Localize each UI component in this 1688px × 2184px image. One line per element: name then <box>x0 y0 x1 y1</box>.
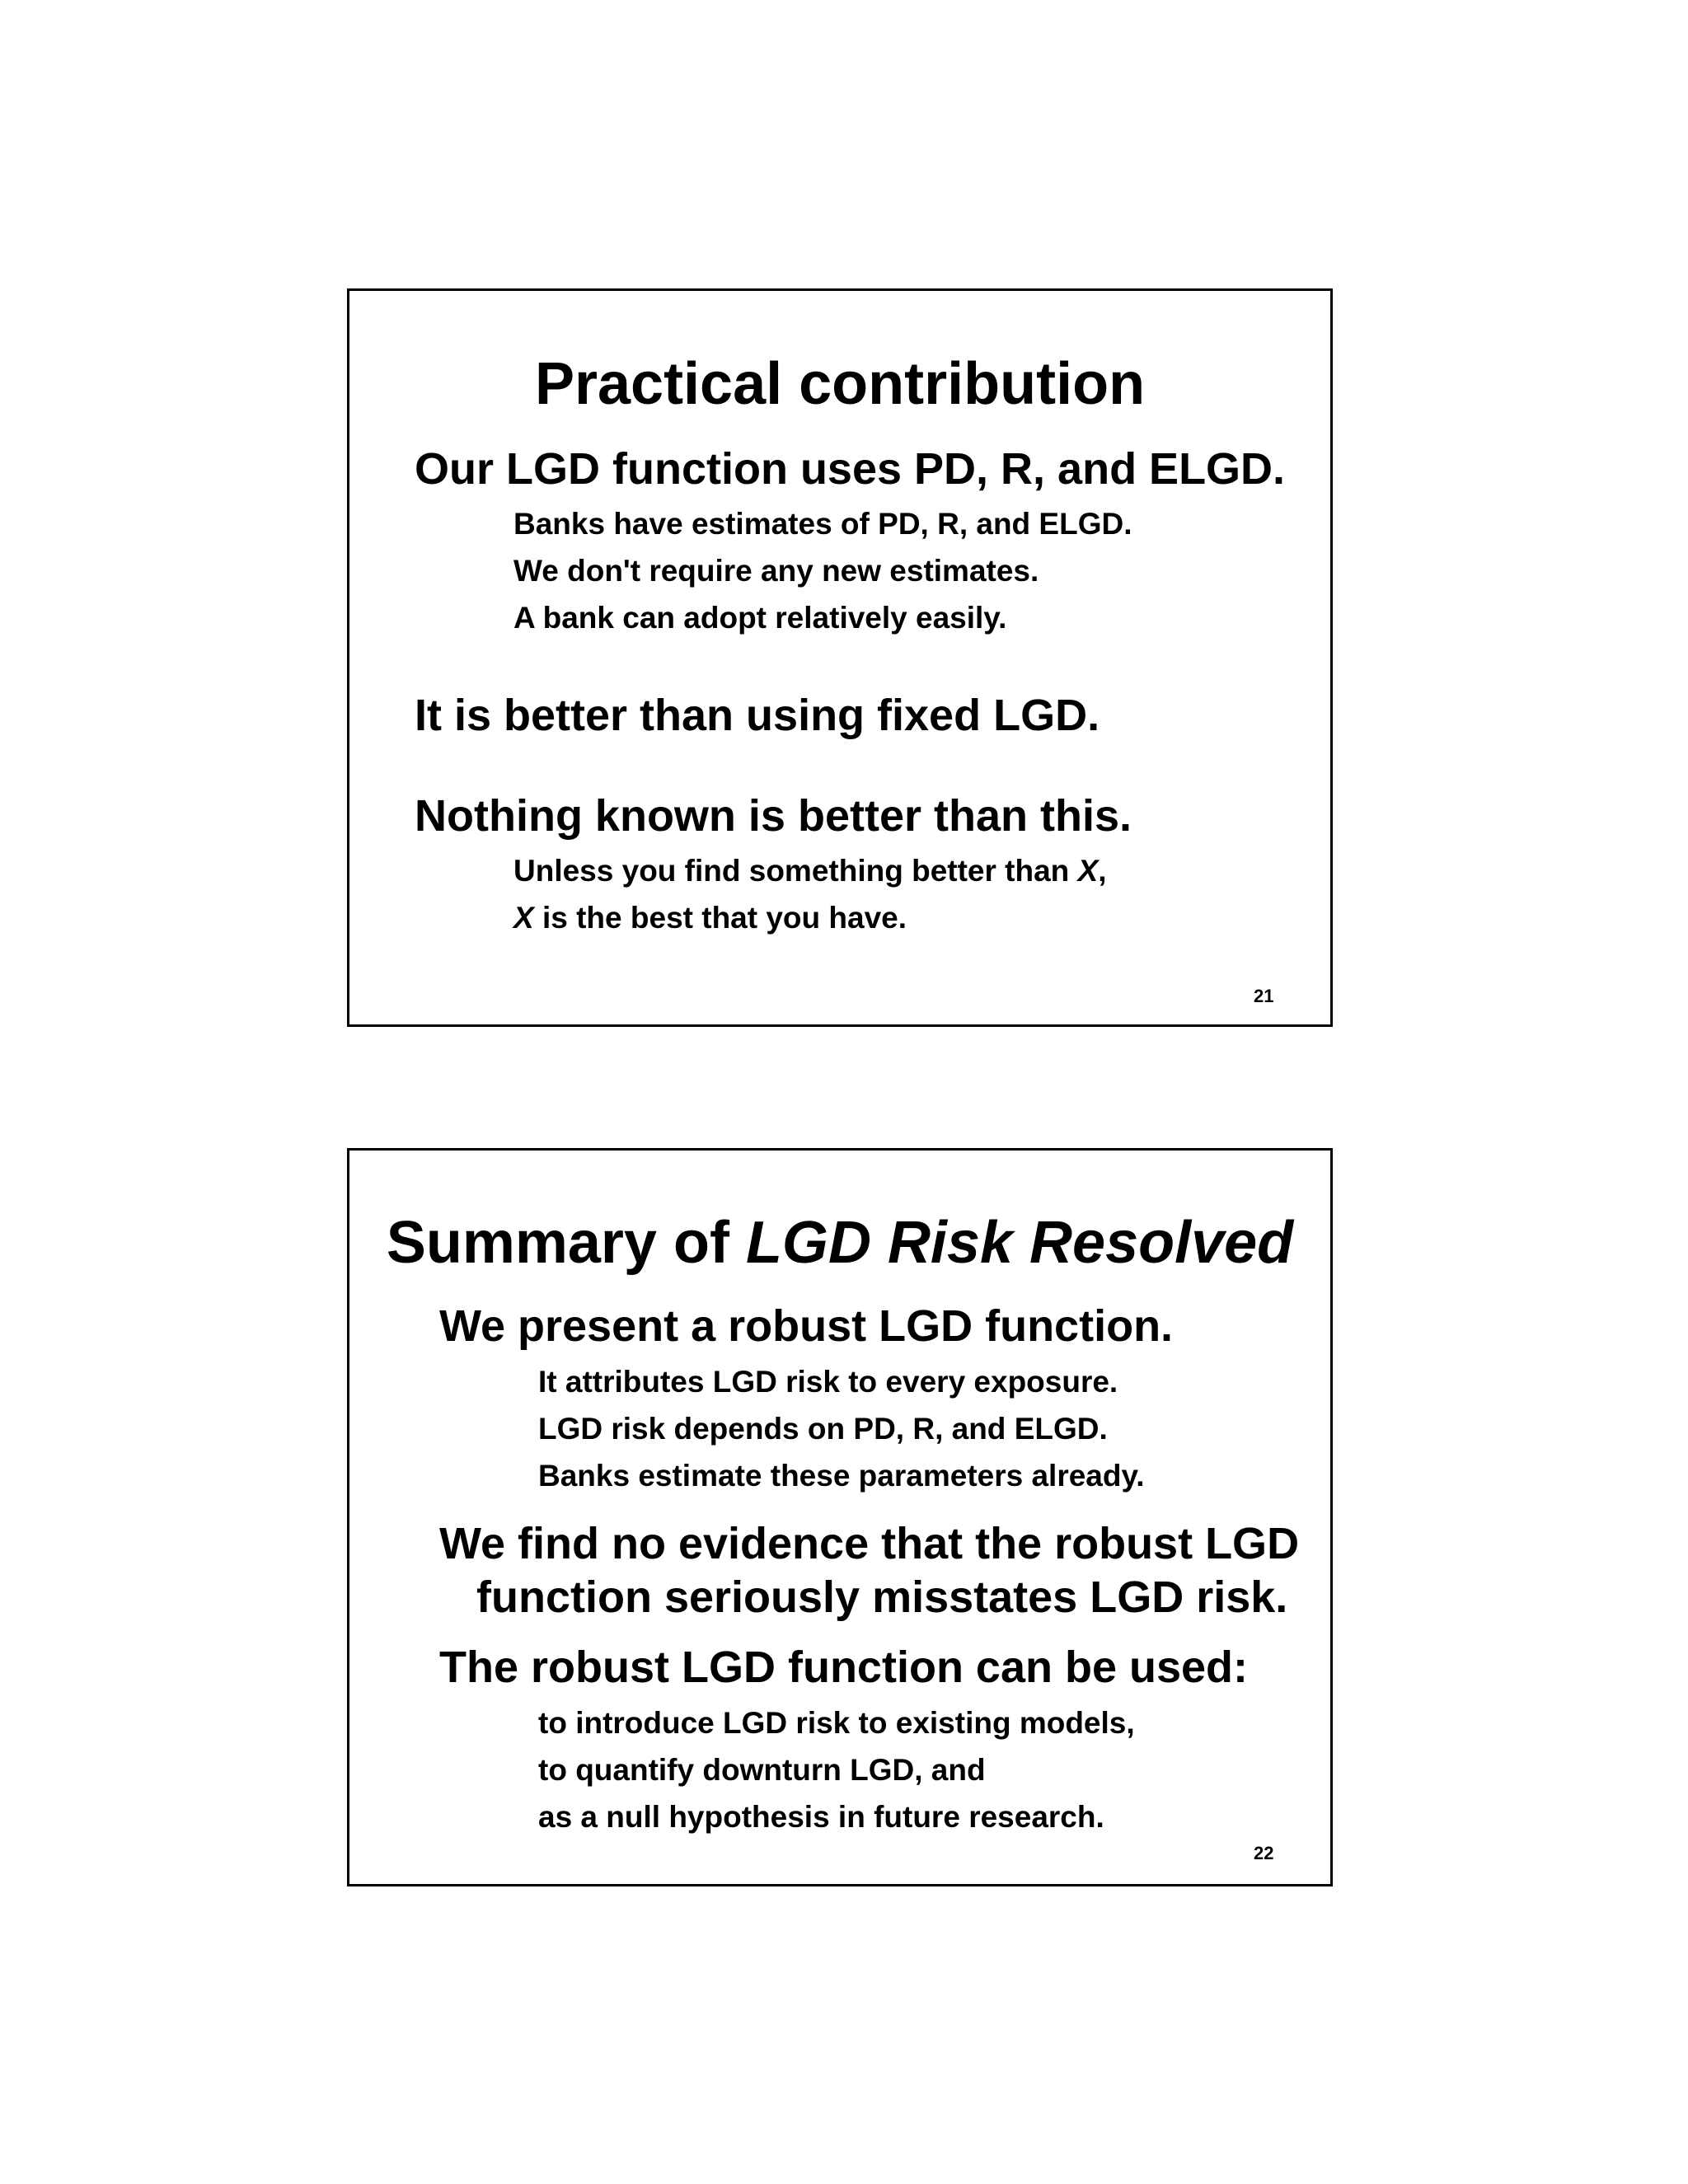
sub-point: Banks have estimates of PD, R, and ELGD. <box>513 507 1132 541</box>
sub-point <box>513 855 1107 886</box>
main-point: The robust LGD function can be used: <box>439 1643 1249 1692</box>
sub-point-variable: X <box>1077 854 1099 888</box>
sub-point: to quantify downturn LGD, and <box>538 1753 986 1787</box>
sub-point: as a null hypothesis in future research. <box>538 1800 1104 1834</box>
sub-point <box>513 902 907 933</box>
main-point: Our LGD function uses PD, R, and ELGD. <box>415 444 1286 494</box>
slide-practical-contribution <box>347 288 1333 1027</box>
slide-title-plain: Summary of <box>386 1210 746 1276</box>
sub-point: We don't require any new estimates. <box>513 554 1039 588</box>
slide-summary <box>347 1148 1333 1886</box>
sub-point: to introduce LGD risk to existing models, <box>538 1706 1135 1740</box>
sub-point: It attributes LGD risk to every exposure. <box>538 1365 1118 1399</box>
slide-title <box>349 1210 1330 1276</box>
main-point: Nothing known is better than this. <box>415 791 1132 841</box>
sub-point-punctuation: , <box>1098 854 1107 888</box>
sub-point: Banks estimate these parameters already. <box>538 1459 1145 1493</box>
page-number: 22 <box>1254 1843 1274 1863</box>
sub-point-text: Unless you find something better than <box>513 854 1078 888</box>
main-point-continuation: function seriously misstates LGD risk. <box>476 1572 1288 1622</box>
sub-point-variable: X <box>513 901 534 935</box>
sub-point: LGD risk depends on PD, R, and ELGD. <box>538 1412 1108 1446</box>
main-point: It is better than using fixed LGD. <box>415 691 1100 740</box>
sub-point: A bank can adopt relatively easily. <box>513 601 1007 635</box>
slide-title: Practical contribution <box>534 351 1146 417</box>
main-point: We present a robust LGD function. <box>439 1301 1174 1351</box>
main-point: We find no evidence that the robust LGD <box>439 1519 1300 1568</box>
slide-title-italic: LGD Risk Resolved <box>745 1210 1294 1276</box>
page-number: 21 <box>1254 986 1274 1006</box>
sub-point-text: is the best that you have. <box>533 901 907 935</box>
